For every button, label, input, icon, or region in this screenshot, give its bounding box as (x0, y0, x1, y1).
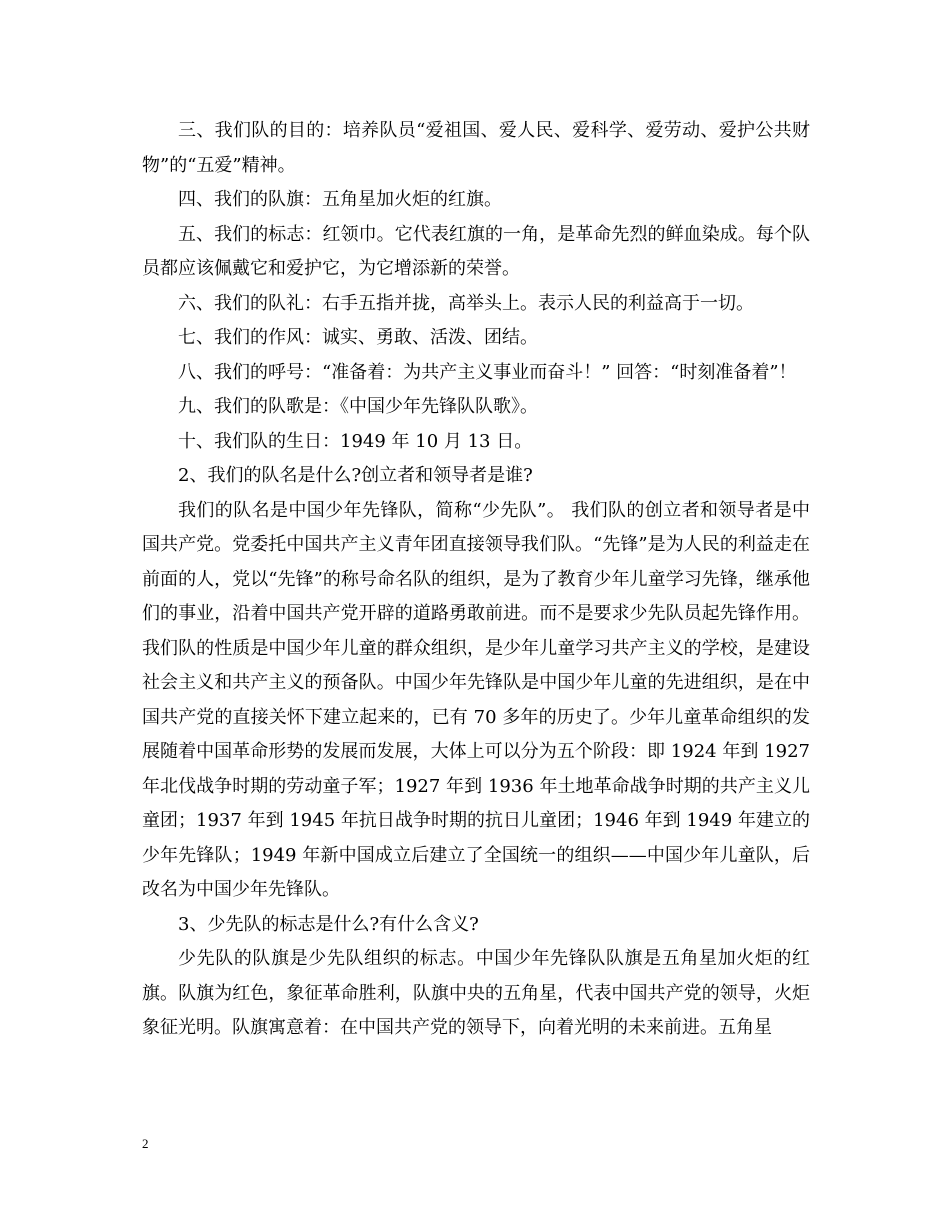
paragraph-style: 七、我们的作风：诚实、勇敢、活泼、团结。 (178, 327, 538, 348)
paragraph-flag-meaning: 少先队的队旗是少先队组织的标志。中国少年先锋队队旗是五角星加火炬的红旗。队旗为红色，象征革命胜利，队旗中央的五角星，代表中国共产党的领导，火炬象征光明。队旗寓意着：在中国共产党的领导下，向着光明的未来前进。五角星 (142, 948, 810, 1038)
paragraph-anthem: 九、我们的队歌是：《中国少年先锋队队歌》。 (178, 396, 538, 417)
page-number: 2 (142, 1136, 149, 1151)
document-body (142, 114, 810, 1046)
question-heading-2: 2、我们的队名是什么?创立者和领导者是谁? (178, 465, 533, 486)
paragraph-name-and-history: 我们的队名是中国少年先锋队，简称“少先队”。 我们队的创立者和领导者是中国共产党。党委托中国共产主义青年团直接领导我们队。“先锋”是为人民的利益走在前面的人，党以“先锋”的称号命名队的组织，是为了教育少年儿童学习先锋，继承他们的事业，沿着中国共产党开辟的道路勇敢前进。而不是要求少先队员起先锋作用。我们队的性质是中国少年儿童的群众组织，是少年儿童学习共产主义的学校，是建设社会主义和共产主义的预备队。中国少年先锋队是中国少年儿童的先进组织，是在中国共产党的直接关怀下建立起来的，已有 70 多年的历史了。少年儿童革命组织的发展随着中国革命形势的发展而发展，大体上可以分为五个阶段：即 1924 年到 1927 年北伐战争时期的劳动童子军；1927 年到 1936 年土地革命战争时期的共产主义儿童团；1937 年到 1945 年抗日战争时期的抗日儿童团；1946 年到 1949 年建立的少年先锋队；1949 年新中国成立后建立了全国统一的组织——中国少年儿童队，后改名为中国少年先锋队。 (142, 499, 810, 900)
paragraph-motto: 八、我们的呼号：“准备着：为共产主义事业而奋斗！” 回答：“时刻准备着”！ (178, 361, 797, 383)
question-heading-3: 3、少先队的标志是什么?有什么含义? (178, 913, 479, 935)
paragraph-emblem: 五、我们的标志：红领巾。它代表红旗的一角，是革命先烈的鲜血染成。每个队员都应该佩戴它和爱护它，为它增添新的荣誉。 (142, 223, 810, 279)
paragraph-salute: 六、我们的队礼：右手五指并拢，高举头上。表示人民的利益高于一切。 (178, 292, 754, 314)
paragraph-purpose: 三、我们队的目的：培养队员“爱祖国、爱人民、爱科学、爱劳动、爱护公共财物”的“五爱”精神。 (142, 120, 810, 176)
paragraph-birthday: 十、我们队的生日：1949 年 10 月 13 日。 (178, 430, 533, 452)
paragraph-flag: 四、我们的队旗：五角星加火炬的红旗。 (178, 189, 502, 210)
